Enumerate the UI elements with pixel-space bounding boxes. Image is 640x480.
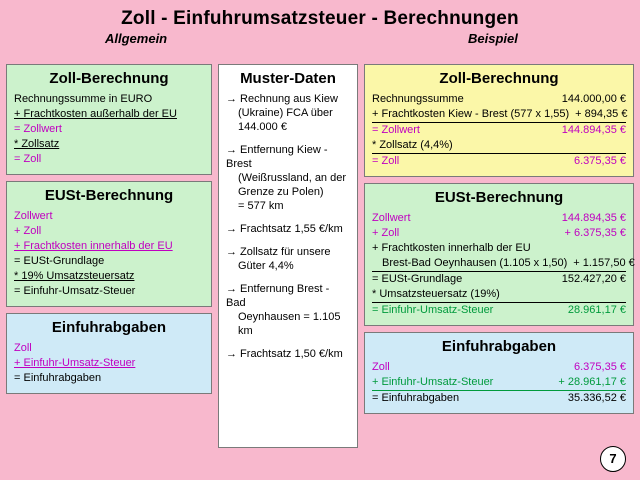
row-value: 152.427,20 €	[561, 273, 626, 285]
panel-title: Zoll-Berechnung	[439, 70, 559, 87]
row-label: Brest-Bad Oeynhausen (1.105 x 1,50)	[382, 257, 568, 269]
page-title: Zoll - Einfuhrumsatzsteuer - Berechnungen	[121, 8, 519, 29]
panel-eust-berechnung-beispiel	[364, 183, 634, 326]
calc-row	[372, 272, 626, 287]
item-sub: Oeynhausen = 1.105 km	[238, 311, 341, 337]
calc-row	[372, 123, 626, 138]
row-label: + Zoll	[372, 227, 400, 239]
line: = Einfuhrabgaben	[14, 372, 102, 384]
calc-row	[372, 107, 626, 123]
row-label: Zoll	[372, 361, 390, 373]
calc-row	[372, 92, 626, 107]
row-value: 144.000,00 €	[561, 93, 626, 105]
line: * Zollsatz	[14, 138, 60, 150]
list-item	[226, 222, 350, 236]
calc-row	[372, 375, 626, 391]
line: Rechnungssumme in EURO	[14, 93, 153, 105]
row-label: Rechnungssumme	[372, 93, 464, 105]
calc-row	[372, 256, 635, 272]
item-sub: (Weißrussland, an der	[238, 172, 347, 184]
line: = Einfuhr-Umsatz-Steuer	[14, 285, 136, 297]
calc-row	[372, 360, 626, 375]
panel-title: EUSt-Berechnung	[434, 189, 564, 206]
list-item	[226, 245, 350, 273]
row-value: 144.894,35 €	[561, 212, 626, 224]
row-value: 35.336,52 €	[567, 392, 626, 404]
panel-body	[365, 358, 633, 413]
item-main: → Frachtsatz 1,50 €/km	[226, 348, 343, 360]
row-label: = Einfuhrabgaben	[372, 392, 460, 404]
row-label: = Zoll	[372, 155, 400, 167]
line: + Frachtkosten innerhalb der EU	[14, 240, 173, 252]
calc-row	[372, 154, 626, 169]
row-label: + Einfuhr-Umsatz-Steuer	[372, 376, 494, 388]
panel-body	[365, 90, 633, 176]
row-label: + Frachtkosten innerhalb der EU	[372, 242, 531, 254]
calc-row	[372, 241, 626, 256]
line: Zoll	[14, 342, 32, 354]
line: + Zoll	[14, 225, 42, 237]
list-item	[226, 282, 350, 338]
row-value: + 1.157,50 €	[573, 257, 635, 269]
panel-body	[365, 209, 633, 325]
calc-row	[372, 287, 626, 303]
row-value: 6.375,35 €	[574, 361, 626, 373]
list-item	[226, 92, 350, 134]
panel-title: Einfuhrabgaben	[51, 319, 167, 336]
panel-muster-daten	[218, 64, 358, 448]
line: + Frachtkosten außerhalb der EU	[14, 108, 177, 120]
line: = Zollwert	[14, 123, 62, 135]
row-value: + 6.375,35 €	[564, 227, 626, 239]
panel-title: EUSt-Berechnung	[44, 187, 174, 204]
subtitle-beispiel: Beispiel	[468, 31, 518, 46]
panel-zoll-berechnung-allgemein	[6, 64, 212, 175]
row-value: + 894,35 €	[575, 108, 628, 120]
row-label: = EUSt-Grundlage	[372, 273, 463, 285]
item-sub: Güter 4,4%	[238, 260, 294, 272]
column-muster-daten	[218, 64, 358, 454]
panel-body	[7, 90, 211, 174]
subtitle-allgemein: Allgemein	[105, 31, 168, 46]
row-label: * Umsatzsteuersatz (19%)	[372, 288, 500, 300]
list-item	[226, 143, 350, 213]
item-main: → Entfernung Kiew - Brest	[226, 144, 328, 170]
column-beispiel	[364, 64, 634, 420]
calc-row	[372, 226, 626, 241]
row-label: Zollwert	[372, 212, 411, 224]
calc-row	[372, 303, 626, 318]
row-value: 6.375,35 €	[574, 155, 626, 167]
row-value: 28.961,17 €	[567, 304, 626, 316]
item-sub: 144.000 €	[238, 121, 287, 133]
panel-zoll-berechnung-beispiel	[364, 64, 634, 177]
panel-title: Einfuhrabgaben	[441, 338, 557, 355]
item-sub: Grenze zu Polen)	[238, 186, 324, 198]
line: = Zoll	[14, 153, 42, 165]
panel-body	[7, 339, 211, 393]
panel-body	[7, 207, 211, 306]
panel-einfuhrabgaben-allgemein	[6, 313, 212, 394]
calc-row	[372, 391, 626, 406]
item-sub: = 577 km	[238, 200, 284, 212]
panel-body	[219, 90, 357, 377]
panel-title: Muster-Daten	[240, 70, 336, 87]
row-label: = Einfuhr-Umsatz-Steuer	[372, 304, 494, 316]
item-sub: (Ukraine) FCA über	[238, 107, 333, 119]
line: + Einfuhr-Umsatz-Steuer	[14, 357, 136, 369]
item-main: → Rechnung aus Kiew	[226, 93, 338, 105]
panel-einfuhrabgaben-beispiel	[364, 332, 634, 414]
panel-eust-berechnung-allgemein	[6, 181, 212, 307]
line: * 19% Umsatzsteuersatz	[14, 270, 135, 282]
page-number: 7	[600, 446, 626, 472]
list-item	[226, 347, 350, 361]
row-value: + 28.961,17 €	[558, 376, 626, 388]
panel-title: Zoll-Berechnung	[49, 70, 169, 87]
row-label: = Zollwert	[372, 124, 420, 136]
subtitle-row	[0, 31, 640, 49]
row-value: 144.894,35 €	[561, 124, 626, 136]
item-main: → Entfernung Brest - Bad	[226, 283, 330, 309]
line: Zollwert	[14, 210, 53, 222]
row-label: * Zollsatz (4,4%)	[372, 139, 453, 151]
item-main: → Zollsatz für unsere	[226, 246, 331, 258]
item-main: → Frachtsatz 1,55 €/km	[226, 223, 343, 235]
calc-row	[372, 211, 626, 226]
calc-row	[372, 138, 626, 154]
row-label: + Frachtkosten Kiew - Brest (577 x 1,55)	[372, 108, 570, 120]
column-allgemein	[6, 64, 212, 400]
line: = EUSt-Grundlage	[14, 255, 105, 267]
